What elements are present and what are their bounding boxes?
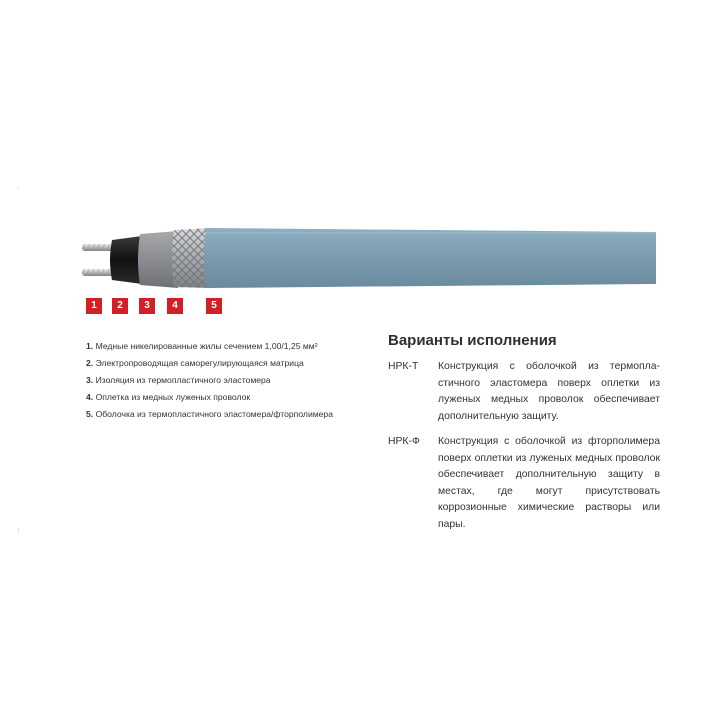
legend-number: 3. bbox=[86, 375, 94, 385]
legend-item bbox=[86, 357, 376, 374]
legend-text: Оплетка из медных луженых проволок bbox=[95, 392, 251, 402]
legend-text: Электропроводящая саморегулирующаяся матрица bbox=[95, 358, 304, 368]
layer-marker-4: 4 bbox=[167, 298, 183, 314]
conductive-matrix bbox=[110, 236, 142, 284]
legend-text: Оболочка из термопластичного эластомера/фторполимера bbox=[95, 409, 333, 419]
page-edge-line bbox=[18, 528, 19, 534]
layer-marker-3: 3 bbox=[139, 298, 155, 314]
legend-item bbox=[86, 408, 376, 425]
legend-text: Медные никелированные жилы сечением 1,00/1,25 мм² bbox=[95, 341, 318, 351]
variant-description: Конструкция с оболочкой из фторполимера поверх оплетки из луженых медных проволок обеспечивает дополнительную защиту в местах, где могут присутствовать коррозионные химические растворы или пары. bbox=[438, 436, 660, 530]
layer-marker-5: 5 bbox=[206, 298, 222, 314]
variants-title: Варианты исполнения bbox=[388, 332, 557, 349]
variant-item bbox=[388, 359, 660, 425]
layer-markers bbox=[0, 298, 724, 316]
legend-item bbox=[86, 374, 376, 391]
variants-section bbox=[388, 332, 660, 542]
legend-item bbox=[86, 391, 376, 408]
legend-number: 1. bbox=[86, 341, 94, 351]
variant-code: НРК-Т bbox=[388, 361, 419, 372]
legend-number: 4. bbox=[86, 392, 94, 402]
variant-code: НРК-Ф bbox=[388, 436, 420, 447]
page-edge-line bbox=[18, 186, 19, 189]
legend-number: 2. bbox=[86, 358, 94, 368]
variant-description: Конструкция с оболочкой из термопластичного эластомера поверх оплетки из луженых медных проволок обеспечивает дополнительную защиту. bbox=[438, 361, 660, 422]
layer-legend bbox=[86, 340, 376, 425]
layer-marker-2: 2 bbox=[112, 298, 128, 314]
cable-drawing bbox=[82, 226, 656, 290]
layer-marker-1: 1 bbox=[86, 298, 102, 314]
variant-item bbox=[388, 434, 660, 533]
outer-jacket bbox=[204, 228, 656, 288]
legend-item bbox=[86, 340, 376, 357]
cable-illustration bbox=[82, 226, 656, 290]
insulation-layer bbox=[138, 231, 178, 288]
legend-text: Изоляция из термопластичного эластомера bbox=[95, 375, 271, 385]
legend-number: 5. bbox=[86, 409, 94, 419]
